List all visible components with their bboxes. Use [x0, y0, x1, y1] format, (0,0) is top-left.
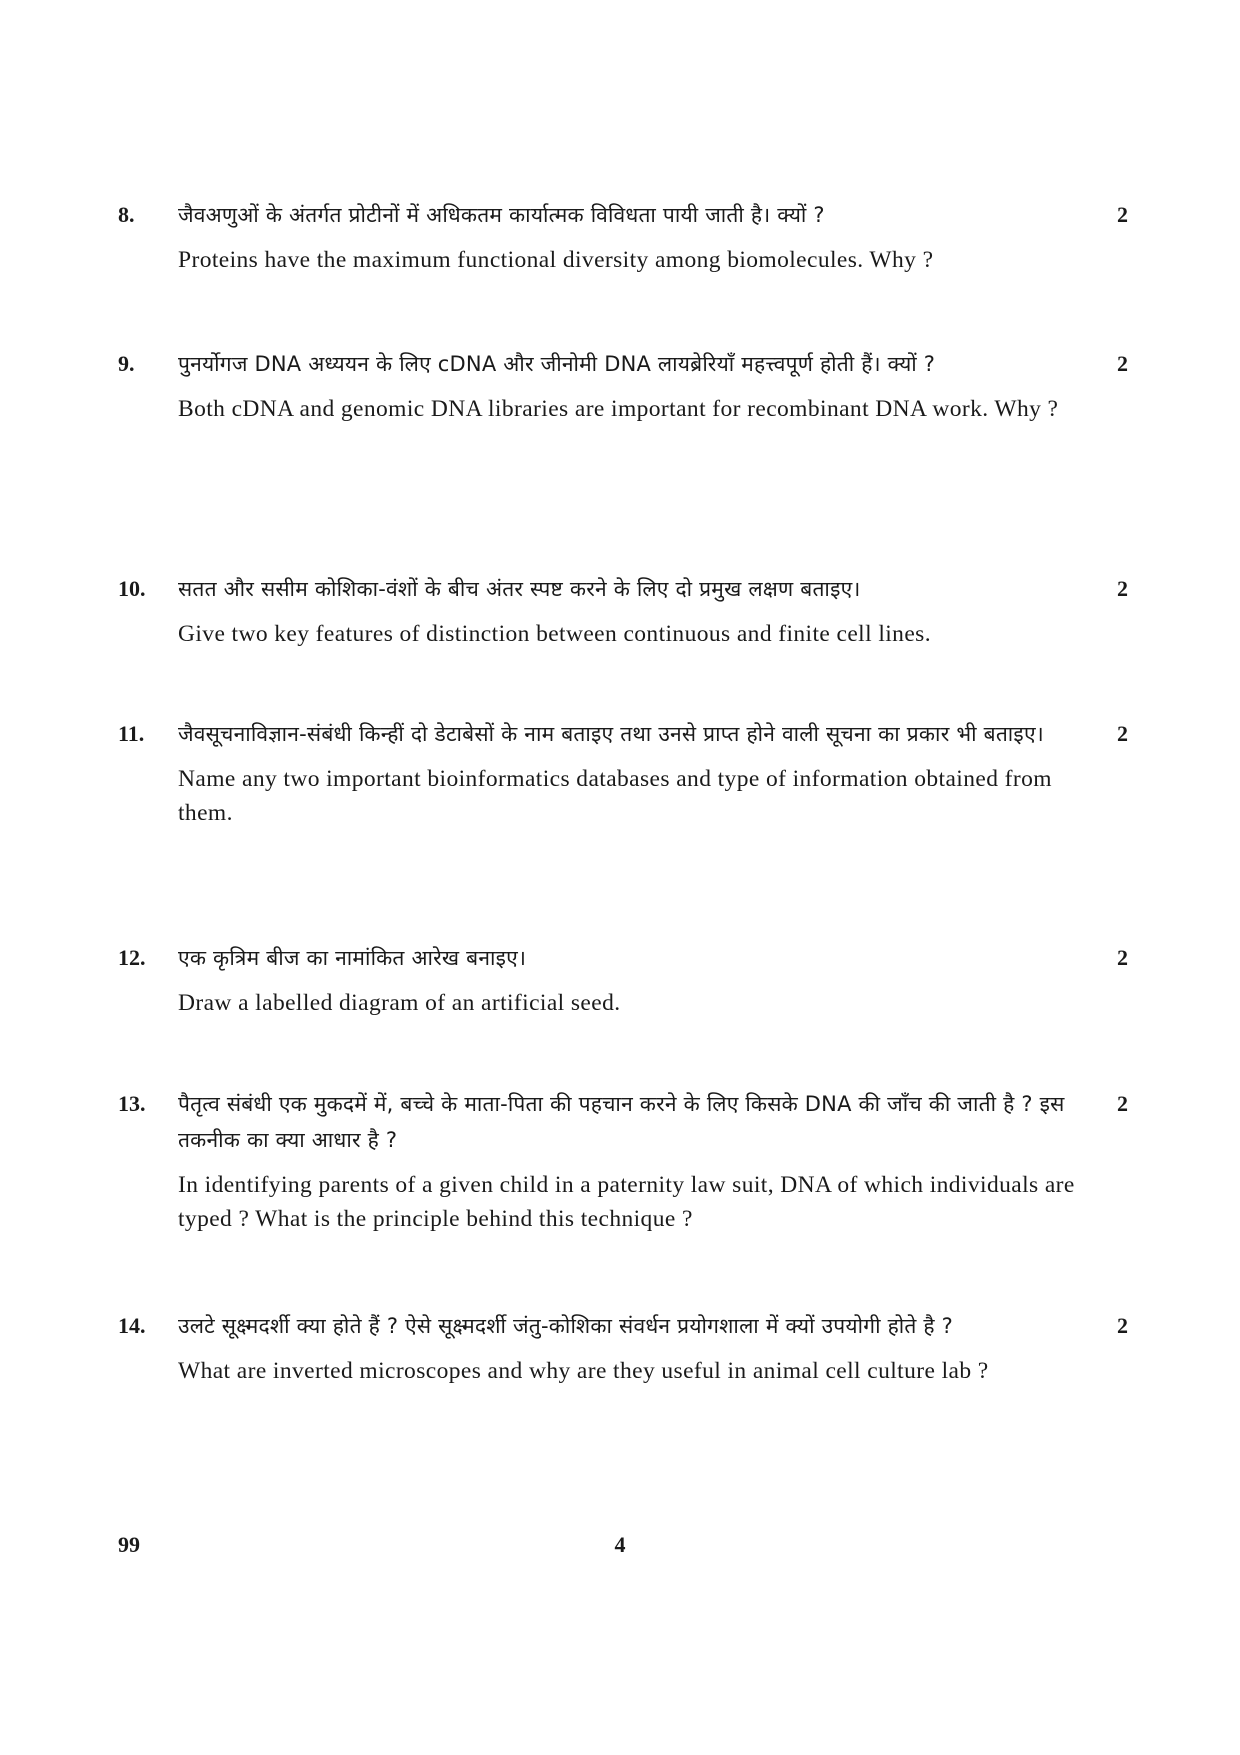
question-number: 9. — [118, 351, 135, 376]
question-text-hindi: जैवसूचनाविज्ञान-संबंधी किन्हीं दो डेटाबेसों के नाम बताइए तथा उनसे प्राप्त होने वाली सूचना का प्रकार भी बताइए। — [178, 722, 1044, 746]
question-marks: 2 — [1117, 945, 1128, 970]
question-12 — [118, 940, 1128, 1020]
question-text-english: Draw a labelled diagram of an artificial seed. — [178, 990, 621, 1016]
question-number: 14. — [118, 1313, 146, 1338]
question-13 — [118, 1086, 1128, 1236]
page-number: 4 — [614, 1532, 626, 1557]
question-8 — [118, 197, 1128, 277]
question-text-hindi: उलटे सूक्ष्मदर्शी क्या होते हैं ? ऐसे सूक्ष्मदर्शी जंतु-कोशिका संवर्धन प्रयोगशाला में क्यों उपयोगी होते है ? — [178, 1314, 953, 1338]
question-marks: 2 — [1117, 351, 1128, 376]
question-text-english: Proteins have the maximum functional diversity among biomolecules. Why ? — [178, 247, 934, 273]
question-14 — [118, 1308, 1128, 1388]
question-text-hindi: एक कृत्रिम बीज का नामांकित आरेख बनाइए। — [178, 946, 527, 970]
question-marks: 2 — [1117, 1313, 1128, 1338]
question-text-hindi: पुनर्योगज DNA अध्ययन के लिए cDNA और जीनोमी DNA लायब्रेरियाँ महत्त्वपूर्ण होती हैं। क्यों ? — [178, 352, 936, 376]
question-marks: 2 — [1117, 202, 1128, 227]
question-10 — [118, 571, 1128, 651]
question-text-english: What are inverted microscopes and why are they useful in animal cell culture lab ? — [178, 1358, 989, 1384]
question-number: 13. — [118, 1091, 146, 1116]
paper-code: 99 — [118, 1532, 140, 1557]
question-number: 10. — [118, 576, 146, 601]
question-text-hindi: सतत और ससीम कोशिका-वंशों के बीच अंतर स्पष्ट करने के लिए दो प्रमुख लक्षण बताइए। — [178, 577, 861, 601]
question-9 — [118, 346, 1128, 426]
question-text-hindi: जैवअणुओं के अंतर्गत प्रोटीनों में अधिकतम कार्यात्मक विविधता पायी जाती है। क्यों ? — [178, 203, 825, 227]
question-number: 8. — [118, 202, 135, 227]
question-text-english: Give two key features of distinction between continuous and finite cell lines. — [178, 621, 931, 647]
question-marks: 2 — [1117, 1091, 1128, 1116]
question-text-hindi: पैतृत्व संबंधी एक मुकदमें में, बच्चे के माता-पिता की पहचान करने के लिए किसके DNA की जाँच की जाती है ? इस तकनीक का क्या आधार है ? — [178, 1092, 1065, 1152]
question-number: 12. — [118, 945, 146, 970]
question-text-english: In identifying parents of a given child in a paternity law suit, DNA of which individuals are typed ? What is the principle behind this technique ? — [178, 1172, 1075, 1232]
question-number: 11. — [118, 721, 145, 746]
question-11 — [118, 716, 1128, 830]
question-text-english: Both cDNA and genomic DNA libraries are important for recombinant DNA work. Why ? — [178, 396, 1059, 422]
question-text-english: Name any two important bioinformatics databases and type of information obtained from them. — [178, 766, 1052, 826]
question-marks: 2 — [1117, 721, 1128, 746]
question-marks: 2 — [1117, 576, 1128, 601]
